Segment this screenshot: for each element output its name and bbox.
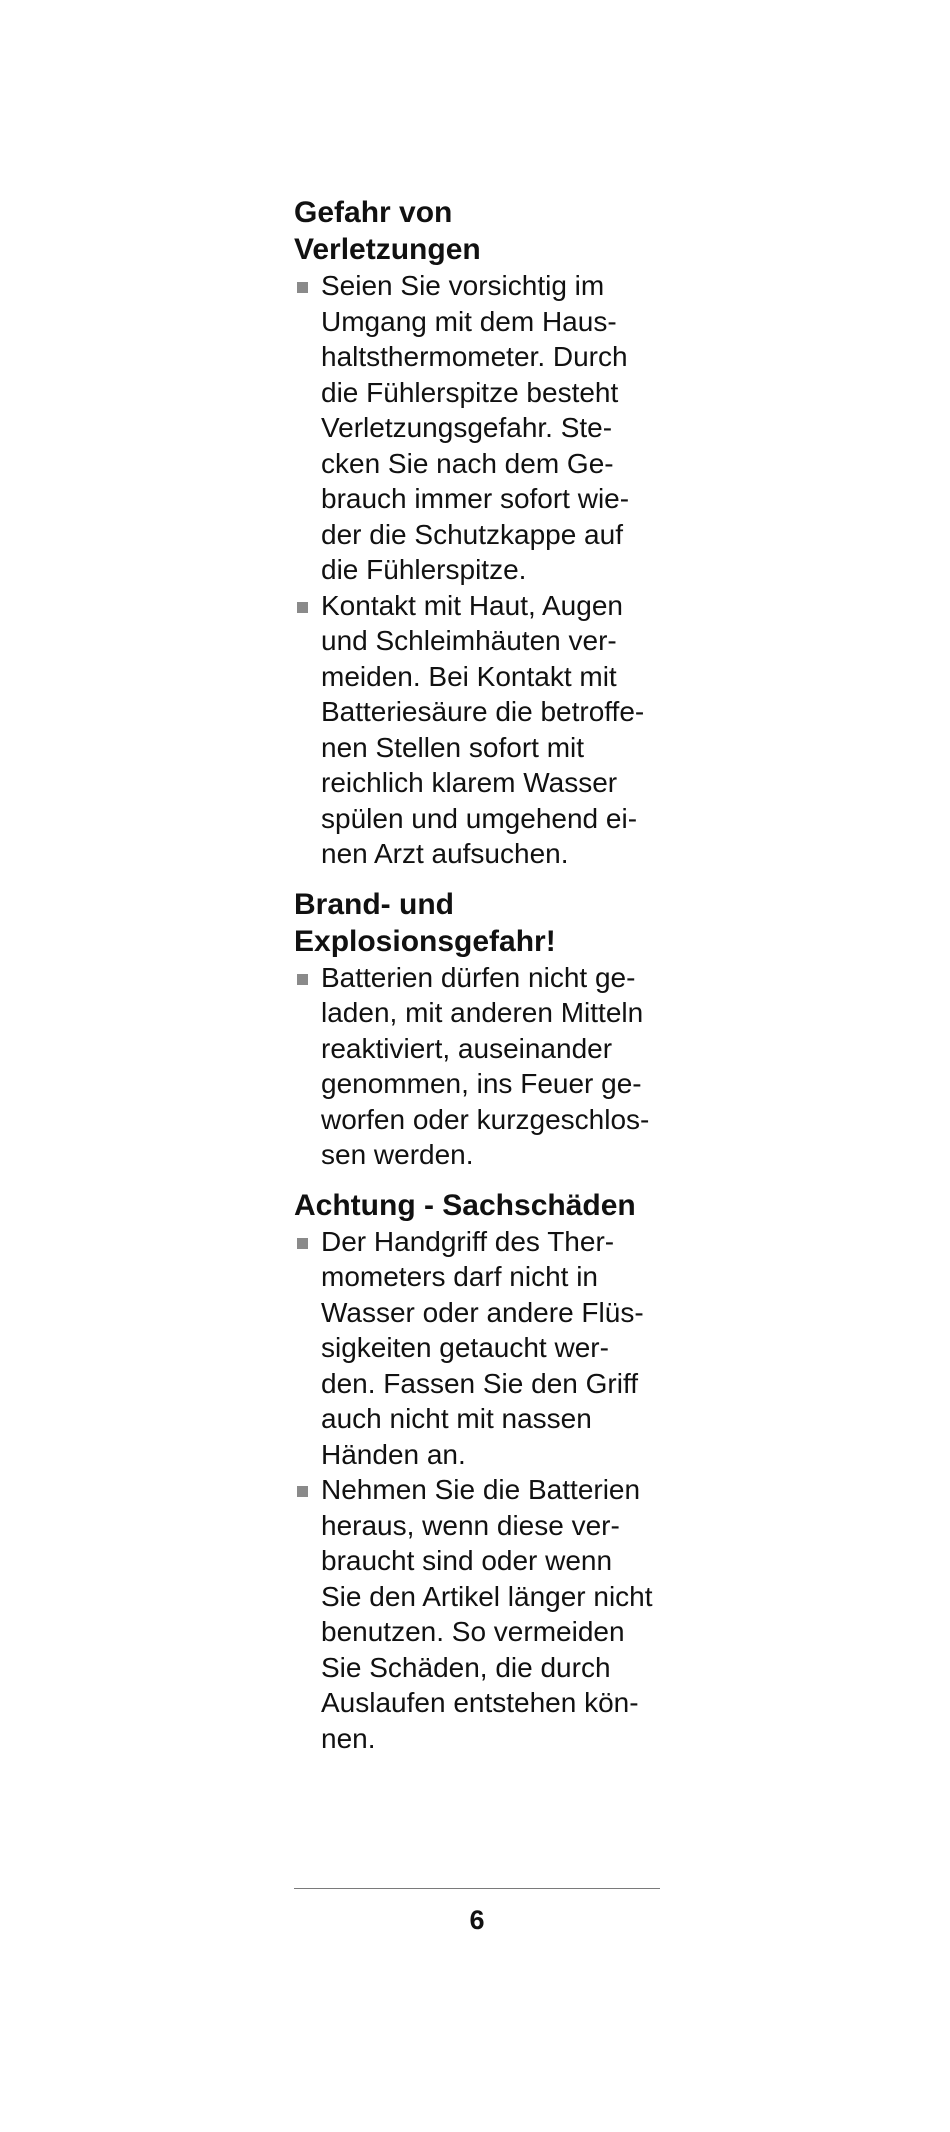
text-line: haltsthermometer. Durch bbox=[321, 341, 628, 372]
text-line: nen Stellen sofort mit bbox=[321, 731, 585, 763]
footer-divider bbox=[294, 1888, 660, 1889]
text-line: Der Handgriff des Ther- bbox=[321, 1225, 615, 1257]
text-line: mometers darf nicht in bbox=[321, 1261, 598, 1292]
bullet-text bbox=[321, 1224, 674, 1473]
text-line: Wasser oder andere Flüs- bbox=[321, 1296, 644, 1328]
text-line: die Fühlerspitze. bbox=[321, 554, 527, 585]
text-line: Sie Schäden, die durch bbox=[321, 1651, 611, 1683]
bullet-text bbox=[321, 960, 674, 1173]
text-line: Nehmen Sie die Batterien bbox=[321, 1474, 641, 1505]
bullet-text bbox=[321, 268, 674, 588]
section-fire-explosion-hazard bbox=[294, 886, 674, 1173]
text-line: nen. bbox=[321, 1722, 376, 1754]
section-heading bbox=[294, 886, 674, 960]
text-line: genommen, ins Feuer ge- bbox=[321, 1068, 642, 1099]
text-line: den. Fassen Sie den Griff bbox=[321, 1367, 638, 1399]
square-bullet-icon bbox=[297, 1238, 308, 1249]
text-line: spülen und umgehend ei- bbox=[321, 802, 638, 834]
document-body bbox=[294, 194, 674, 1770]
bullet-item bbox=[294, 268, 674, 588]
text-line: und Schleimhäuten ver- bbox=[321, 625, 617, 656]
heading-line: Explosionsgefahr! bbox=[294, 924, 556, 958]
square-bullet-icon bbox=[297, 282, 308, 293]
text-line: brauch immer sofort wie- bbox=[321, 483, 630, 514]
text-line: Händen an. bbox=[321, 1438, 466, 1470]
text-line: Batteriesäure die betroffe- bbox=[321, 696, 645, 727]
bullet-item bbox=[294, 1472, 674, 1756]
heading-line: Verletzungen bbox=[294, 233, 481, 266]
section-heading bbox=[294, 194, 674, 268]
text-line: reichlich klarem Wasser bbox=[321, 767, 618, 798]
section-injury-hazard bbox=[294, 194, 674, 872]
text-line: sigkeiten getaucht wer- bbox=[321, 1332, 609, 1363]
text-line: worfen oder kurzgeschlos- bbox=[321, 1103, 650, 1135]
section-property-damage bbox=[294, 1187, 674, 1757]
text-line: heraus, wenn diese ver- bbox=[321, 1509, 620, 1541]
bullet-list bbox=[294, 1224, 674, 1757]
text-line: Verletzungsgefahr. Ste- bbox=[321, 412, 613, 443]
text-line: reaktiviert, auseinander bbox=[321, 1032, 613, 1064]
square-bullet-icon bbox=[297, 974, 308, 985]
bullet-item bbox=[294, 1224, 674, 1473]
text-line: benutzen. So vermeiden bbox=[321, 1616, 625, 1647]
text-line: der die Schutzkappe auf bbox=[321, 518, 623, 550]
bullet-list bbox=[294, 960, 674, 1173]
text-line: braucht sind oder wenn bbox=[321, 1545, 613, 1576]
text-line: meiden. Bei Kontakt mit bbox=[321, 660, 617, 692]
text-line: sen werden. bbox=[321, 1139, 474, 1170]
bullet-list bbox=[294, 268, 674, 872]
bullet-text bbox=[321, 588, 674, 872]
text-line: nen Arzt aufsuchen. bbox=[321, 838, 569, 869]
page-number: 6 bbox=[469, 1905, 485, 1935]
section-heading bbox=[294, 1187, 674, 1224]
text-line: laden, mit anderen Mitteln bbox=[321, 997, 644, 1028]
text-line: Sie den Artikel länger nicht bbox=[321, 1580, 653, 1612]
square-bullet-icon bbox=[297, 602, 308, 613]
text-line: die Fühlerspitze besteht bbox=[321, 376, 619, 408]
bullet-item bbox=[294, 960, 674, 1173]
text-line: Batterien dürfen nicht ge- bbox=[321, 961, 636, 993]
square-bullet-icon bbox=[297, 1486, 308, 1497]
bullet-item bbox=[294, 588, 674, 872]
text-line: Seien Sie vorsichtig im bbox=[321, 270, 605, 301]
heading-line: Achtung - Sachschäden bbox=[294, 1188, 636, 1222]
text-line: Kontakt mit Haut, Augen bbox=[321, 589, 623, 621]
text-line: auch nicht mit nassen bbox=[321, 1403, 592, 1434]
heading-line: Brand- und bbox=[294, 887, 454, 921]
bullet-text bbox=[321, 1472, 674, 1756]
text-line: Umgang mit dem Haus- bbox=[321, 305, 617, 337]
text-line: cken Sie nach dem Ge- bbox=[321, 447, 614, 479]
heading-line: Gefahr von bbox=[294, 196, 453, 229]
text-line: Auslaufen entstehen kön- bbox=[321, 1687, 639, 1718]
